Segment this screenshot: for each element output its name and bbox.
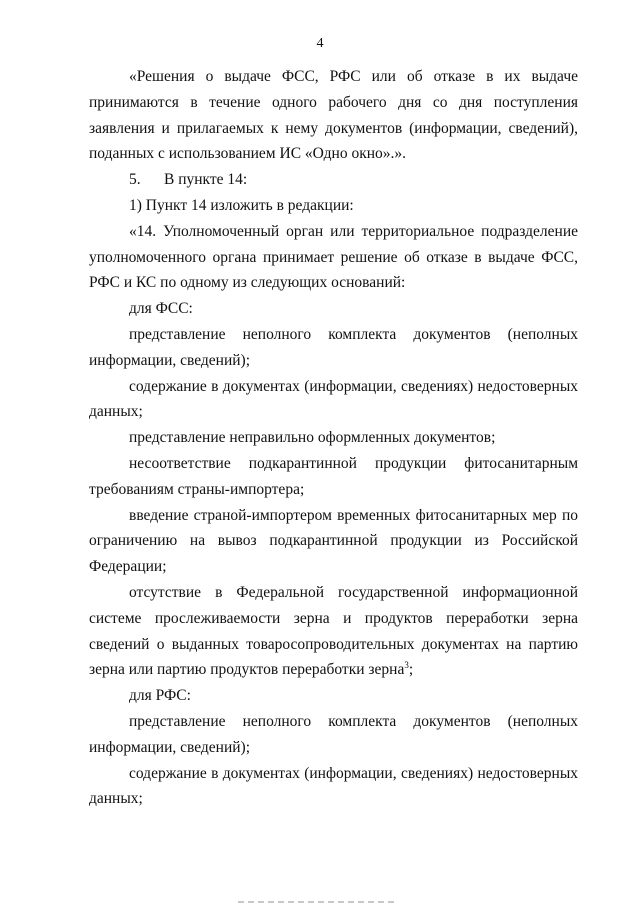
paragraph-incomplete-docs: представление неполного комплекта документов (неполных информации, сведений); [89, 325, 578, 369]
traceability-text: отсутствие в Федеральной государственной информационной системе прослеживаемости зерна и продуктов переработки зерна сведений о выданных товаросопроводительных документах на партию зерна или партию продуктов переработки зерна [89, 583, 578, 679]
footnote-reference: 3 [404, 660, 409, 671]
paragraph-item-5 [89, 167, 578, 193]
paragraph-temporary-measures: введение страной-импортером временных фитосанитарных мер по ограничению на вывоз подкарантинной продукции из Российской Федерации; [89, 506, 578, 576]
item-5-number: 5. [129, 171, 141, 189]
paragraph-point-14: «14. Уполномоченный орган или территориальное подразделение уполномоченного органа принимает решение об отказе в выдаче ФСС, РФС и КС по одному из следующих оснований: [89, 222, 578, 292]
page-number: 4 [316, 36, 324, 51]
paragraph-for-fss: для ФСС: [129, 300, 193, 318]
document-body [89, 64, 578, 812]
paragraph-wrong-docs: представление неправильно оформленных документов; [129, 429, 496, 447]
paragraph-for-rfs: для РФС: [129, 687, 191, 705]
paragraph-nonconformity: несоответствие подкарантинной продукции фитосанитарным требованиям страны-импортера; [89, 454, 578, 498]
item-5-text: В пункте 14: [164, 171, 248, 189]
traceability-tail: ; [408, 661, 414, 679]
paragraph-traceability [89, 580, 578, 683]
paragraph-false-data: содержание в документах (информации, сведениях) недостоверных данных; [89, 377, 578, 421]
paragraph-false-data-rfs: содержание в документах (информации, сведениях) недостоверных данных; [89, 764, 578, 808]
scan-edge-mark [238, 901, 398, 903]
paragraph-decision-term: «Решения о выдаче ФСС, РФС или об отказе в их выдаче принимаются в течение одного рабочего дня со дня поступления заявления и прилагаемых к нему документов (информации, сведений), поданных с использованием ИС «Одно окно».». [89, 68, 578, 163]
paragraph-item-1: 1) Пункт 14 изложить в редакции: [129, 196, 354, 214]
paragraph-incomplete-docs-rfs: представление неполного комплекта документов (неполных информации, сведений); [89, 712, 578, 756]
